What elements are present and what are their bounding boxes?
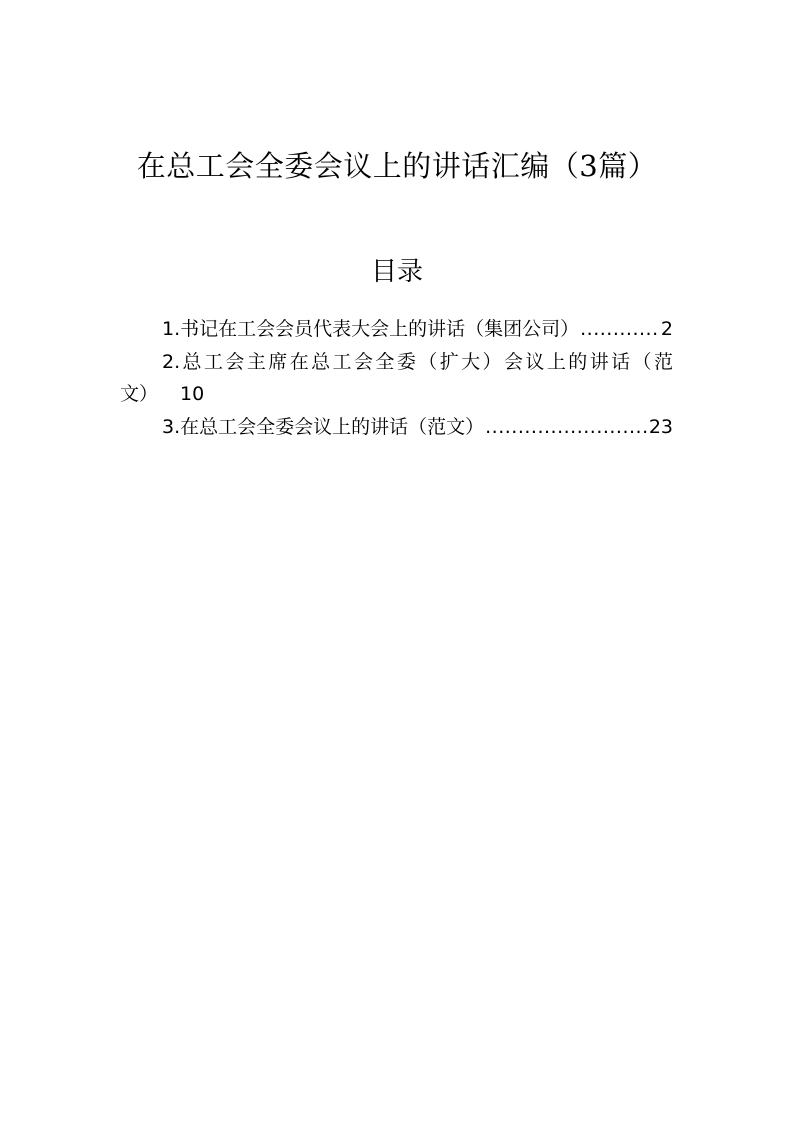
- toc-entry-title: 3.在总工会全委会议上的讲话（范文）: [162, 415, 485, 438]
- toc-page-number: 23: [648, 415, 673, 438]
- toc-dot-leader: [485, 411, 648, 444]
- toc-page-number: 10: [180, 383, 205, 405]
- toc-heading: 目录: [370, 257, 423, 287]
- toc-entry-title-line2: 文）: [120, 383, 159, 405]
- toc-entry-title-line1: 2.总工会主席在总工会全委（扩大）会议上的讲话（范: [162, 350, 673, 373]
- toc-entry-title-line2-wrap: [120, 378, 673, 411]
- toc-entry-title: 1.书记在工会会员代表大会上的讲话（集团公司）: [162, 318, 580, 340]
- table-of-contents: [120, 313, 673, 443]
- toc-dot-leader: [580, 313, 660, 346]
- document-title: 在总工会全委会议上的讲话汇编（3篇）: [136, 149, 658, 183]
- toc-entry-3[interactable]: [120, 411, 673, 444]
- toc-entry-1[interactable]: [120, 313, 673, 346]
- toc-entry-2[interactable]: [120, 346, 673, 411]
- toc-page-number: 2: [660, 318, 673, 340]
